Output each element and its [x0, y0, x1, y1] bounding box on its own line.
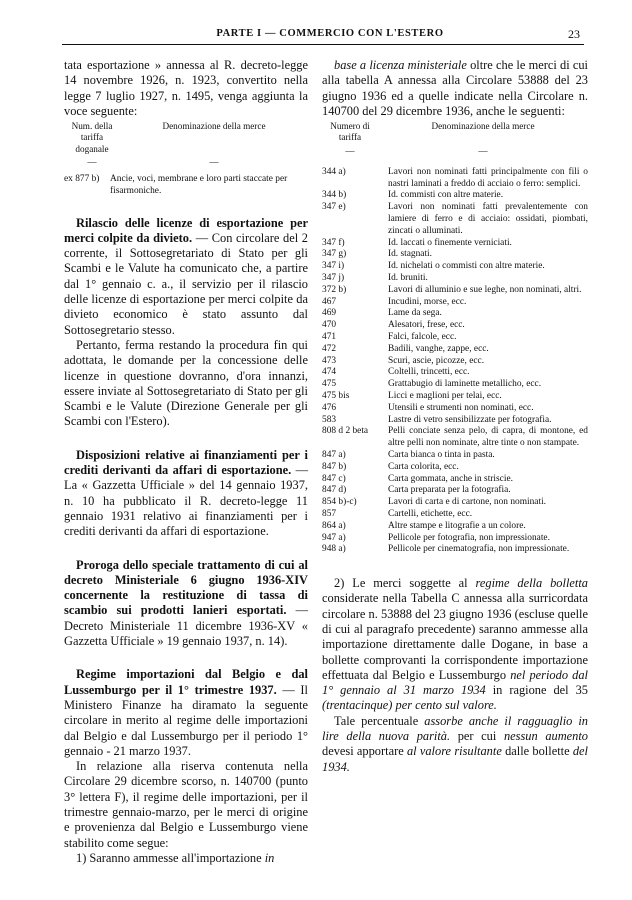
tariff-row [322, 167, 588, 191]
tariff-row [322, 367, 588, 379]
p3-text-b: per cui [457, 729, 497, 744]
tariff-code: 475 [322, 379, 337, 390]
tariff-code: 857 [322, 508, 337, 519]
tariff-description: Carta bianca o tinta in pasta. [388, 449, 495, 460]
left-intro: tata esportazione » annessa al R. decreto-legge 14 novembre 1926, n. 1923, convertito nella legge 7 luglio 1927, n. 1495, venga aggiunta la voce seguente: [64, 58, 308, 118]
tariff-code: 583 [322, 414, 337, 425]
tariff-row [322, 238, 588, 250]
tariff-description: Id. bruniti. [388, 272, 428, 283]
p3-italic-3: al valore risultante [406, 744, 502, 759]
page-number: 23 [568, 27, 580, 41]
tariff-code: 344 a) [322, 166, 346, 177]
section-finanziamenti-title: Disposizioni relative ai finanziamenti per i crediti derivanti da affari di esportazione. [64, 447, 308, 478]
header-rule [62, 44, 584, 45]
tariff-description: Id. laccati o finemente verniciati. [388, 237, 512, 248]
right-para3 [322, 714, 588, 775]
tariff-description: Lastre di vetro sensibilizzate per fotografia. [388, 414, 552, 425]
p2-text-c: in ragione del 35 [492, 683, 588, 698]
left-dash-desc: — [209, 156, 219, 167]
tariff-row [322, 261, 588, 273]
tariff-row [322, 497, 588, 509]
tariff-row [322, 474, 588, 486]
tariff-code: 474 [322, 367, 337, 378]
left-table-code: ex 877 b) [64, 174, 100, 184]
p3-italic-2: nessun aumento [503, 729, 588, 744]
tariff-code: 864 a) [322, 520, 346, 531]
p2-italic-3: (trentacinque) per cento sul valore. [322, 698, 497, 713]
tariff-description: Utensili e strumenti non nominati, ecc. [388, 402, 534, 413]
tariff-description: Carta preparata per la fotografia. [388, 485, 511, 496]
tariff-row [322, 533, 588, 545]
tariff-code: 847 d) [322, 485, 347, 496]
tariff-description: Lame da sega. [388, 308, 442, 319]
p2-text-b: considerate nella Tabella C annessa alla surricordata circolare n. 53888 del 23 giugno 1936 (escluse quelle di cui al paragrafo precedente) saranno ammesse alla importazione direttamente dalle Dogane, in base a bollette comprovanti la corrispondente importazione effettuata dal Belgio e Lussemburgo [322, 591, 588, 682]
tariff-code: 475 bis [322, 390, 350, 401]
tariff-row [322, 391, 588, 403]
running-header: PARTE I — COMMERCIO CON L'ESTERO [216, 28, 444, 39]
tariff-row [322, 190, 588, 202]
p3-text-d: dalle bollette [505, 744, 570, 759]
tariff-description: Falci, falcole, ecc. [388, 331, 457, 342]
tariff-description: Pelli conciate senza pelo, di capra, di montone, ed altre pelli non nominate, altre tinte o non stampate. [388, 426, 588, 449]
right-intro-text: oltre che le merci di cui alla tabella A annessa alla Circolare 53888 del 23 giugno 1936 ed a quelle indicate nella Circolare n. 140700 del 29 dicembre 1936, anche le seguenti: [322, 58, 588, 118]
tariff-row [322, 202, 588, 237]
left-table-head-num: Num. della tariffa doganale [71, 121, 113, 154]
right-intro-italic: base a licenza ministeriale [334, 58, 467, 72]
section-regime-para2: In relazione alla riserva contenuta nella Circolare 29 dicembre scorso, n. 140700 (punto 3° lettera F), il regime delle importazioni, per il trimestre gennaio-marzo, per le merci di origine e provenienza dal Belgio e Lussemburgo viene stabilito come segue: [64, 759, 308, 850]
right-table-header [322, 121, 588, 143]
p3-text-c: devesi apportare [322, 744, 404, 759]
right-dash-num: — [345, 145, 355, 156]
left-table-row [64, 174, 308, 198]
tariff-code: 470 [322, 320, 337, 331]
tariff-description: Id. commisti con altre materie. [388, 190, 504, 201]
tariff-description: Lavori non nominati fatti principalmente con fili o nastri laminati a freddo di acciaio o ferro: semplici. [388, 166, 588, 189]
tariff-code: 472 [322, 343, 337, 354]
tariff-code: 847 c) [322, 473, 346, 484]
tariff-row [322, 379, 588, 391]
tariff-description: Coltelli, trincetti, ecc. [388, 367, 470, 378]
tariff-description: Pellicole per fotografia, non impressionate. [388, 532, 550, 543]
tariff-code: 854 b)-c) [322, 497, 357, 508]
tariff-code: 372 b) [322, 284, 347, 295]
tariff-code: 947 a) [322, 532, 346, 543]
tariff-description: Lavori non nominati fatti prevalentemente con lamiere di ferro e di acciaio: ossidati, piombati, zincati o alluminati. [388, 202, 588, 236]
tariff-code: 847 b) [322, 461, 347, 472]
tariff-code: 347 e) [322, 202, 346, 213]
right-table [322, 167, 588, 556]
tariff-description: Lavori di alluminio e sue leghe, non nominati, altri. [388, 284, 582, 295]
tariff-description: Grattabugio di laminette metallicho, ecc. [388, 379, 542, 390]
right-para2 [322, 576, 588, 714]
left-table-header [64, 121, 308, 155]
tariff-description: Badili, vanghe, zappe, ecc. [388, 343, 489, 354]
right-table-dashes [322, 146, 588, 157]
tariff-row [322, 485, 588, 497]
section-proroga [64, 558, 308, 650]
tariff-code: 476 [322, 402, 337, 413]
tariff-description: Licci e maglioni per telai, ecc. [388, 390, 502, 401]
section-licenze-text: — Con circolare del 2 corrente, il Sottosegretariato di Stato per gli Scambi e le Valute ha comunicato che, a partire dal 1° gennaio c. a., il servizio per il rilascio delle licenze di esportazione per merci colpite da divieto economico è stato assunto dal Sottosegretario stesso. [64, 230, 308, 337]
left-dash-num: — [87, 156, 97, 167]
tariff-row [322, 273, 588, 285]
left-table-desc: Ancie, voci, membrane e loro parti staccate per fisarmoniche. [110, 174, 288, 196]
tariff-row [322, 308, 588, 320]
section-licenze-para2: Pertanto, ferma restando la procedura fin qui adottata, le domande per la concessione delle licenze in questione dovranno, d'ora innanzi, essere inviate al Sottosegretariato di Stato per gli Scambi e le Valute (Direzione Generale per gli Scambi con l'Estero). [64, 337, 308, 429]
tariff-code: 948 a) [322, 544, 346, 555]
tariff-row [322, 403, 588, 415]
p2-italic-2: nel periodo dal 1° gennaio al 31 marzo 1934 [322, 667, 588, 698]
section-proroga-text: — Decreto Ministeriale 11 dicembre 1936-XV « Gazzetta Ufficiale » 19 gennaio 1937, n. 14). [64, 603, 308, 649]
tariff-row [322, 544, 588, 556]
tariff-description: Alesatori, frese, ecc. [388, 320, 465, 331]
tariff-code: 473 [322, 355, 337, 366]
tariff-row [322, 450, 588, 462]
p2-text-a: 2) Le merci soggette al [334, 576, 468, 591]
right-table-head-num: Numero di tariffa [330, 121, 370, 143]
right-dash-desc: — [478, 145, 488, 156]
p2-italic-1: regime della bolletta [475, 576, 588, 591]
tariff-row [322, 415, 588, 427]
tariff-row [322, 297, 588, 309]
tariff-description: Pellicole per cinematografia, non impressionate. [388, 544, 570, 555]
tariff-code: 469 [322, 308, 337, 319]
left-column [64, 58, 308, 866]
tariff-row [322, 332, 588, 344]
right-column [322, 58, 588, 775]
p3-text-a: Tale percentuale [334, 713, 419, 728]
tariff-description: Cartelli, etichette, ecc. [388, 508, 473, 519]
regime-item1-text: 1) Saranno ammesse all'importazione [76, 850, 262, 865]
regime-item1-italic: in [264, 850, 275, 865]
tariff-code: 347 j) [322, 272, 345, 283]
section-finanziamenti-text: — La « Gazzetta Ufficiale » del 14 gennaio 1937, n. 10 ha pubblicato il R. decreto-legge 11 gennaio 1931 relativo ai finanziamenti per i crediti derivanti da affari di esportazione. [64, 463, 308, 539]
section-regime-item1 [64, 851, 308, 866]
tariff-description: Altre stampe e litografie a un colore. [388, 520, 526, 531]
tariff-description: Carta gommata, anche in striscie. [388, 473, 513, 484]
tariff-row [322, 521, 588, 533]
tariff-description: Id. nichelati o commisti con altre materie. [388, 261, 545, 272]
p3-italic-1: assorbe anche il ragguaglio in lire della nuova parità. [322, 713, 589, 744]
right-table-head-desc: Denominazione della merce [431, 121, 535, 132]
tariff-row [322, 356, 588, 368]
tariff-description: Lavori di carta e di cartone, non nominati. [388, 497, 547, 508]
tariff-description: Carta colorita, ecc. [388, 461, 459, 472]
tariff-row [322, 426, 588, 450]
section-regime [64, 667, 308, 759]
tariff-row [322, 249, 588, 261]
tariff-description: Id. stagnati. [388, 249, 433, 260]
p3-italic-4: del 1934. [322, 744, 588, 774]
tariff-code: 808 d 2 beta [322, 426, 369, 437]
right-intro [322, 58, 588, 119]
tariff-row [322, 509, 588, 521]
tariff-code: 467 [322, 296, 337, 307]
left-table-head-desc: Denominazione della merce [162, 121, 266, 132]
tariff-code: 847 a) [322, 449, 346, 460]
section-licenze [64, 216, 308, 338]
tariff-row [322, 320, 588, 332]
tariff-code: 344 b) [322, 190, 347, 201]
tariff-code: 347 i) [322, 261, 345, 272]
tariff-row [322, 285, 588, 297]
tariff-row [322, 462, 588, 474]
section-regime-title: Regime importazioni dal Belgio e dal Lussemburgo per il 1° trimestre 1937. [64, 667, 308, 697]
section-finanziamenti [64, 448, 308, 540]
tariff-code: 347 g) [322, 249, 347, 260]
section-proroga-title: Proroga dello speciale trattamento di cui al decreto Ministeriale 6 giugno 1936-XIV concernente la restituzione di tassa di scambio sui prodotti lanieri esportati. [64, 557, 308, 618]
tariff-code: 471 [322, 331, 337, 342]
section-regime-text: — Il Ministero Finanze ha diramato la seguente circolare in merito al regime delle importazioni dal Belgio e dal Lussemburgo per il periodo 1° gennaio - 21 marzo 1937. [64, 682, 308, 758]
tariff-row [322, 344, 588, 356]
tariff-description: Scuri, ascie, picozze, ecc. [388, 355, 485, 366]
left-table-dashes [64, 157, 308, 168]
tariff-code: 347 f) [322, 237, 345, 248]
section-licenze-title: Rilascio delle licenze di esportazione per merci colpite da divieto. [64, 215, 308, 245]
tariff-description: Incudini, morse, ecc. [388, 296, 467, 307]
